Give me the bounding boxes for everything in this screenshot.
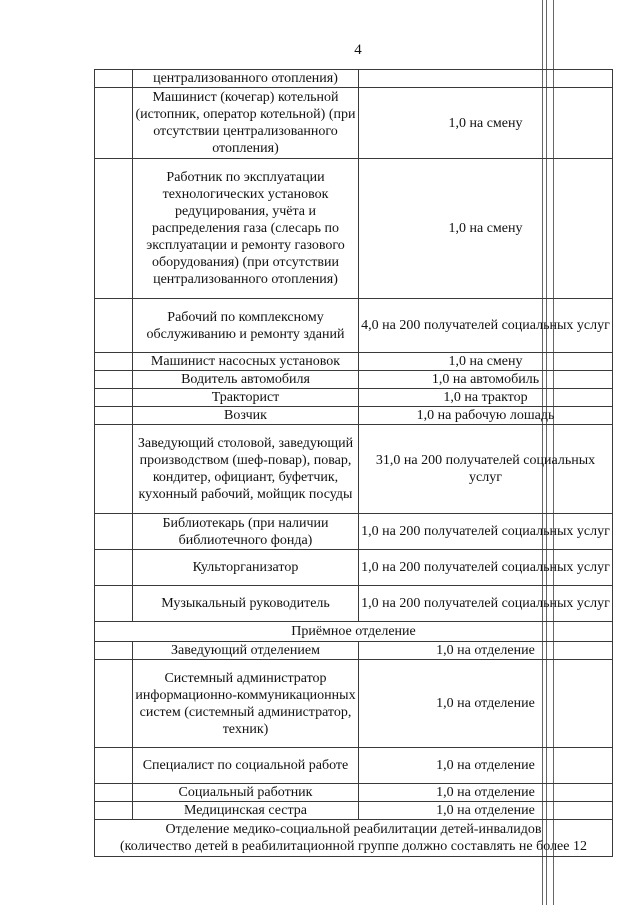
norm-cell: 1,0 на рабочую лошадь — [359, 407, 613, 425]
table-row — [95, 353, 613, 371]
section-header-row — [95, 622, 613, 642]
table-row — [95, 389, 613, 407]
row-number-cell — [95, 299, 133, 353]
table-row — [95, 586, 613, 622]
row-number-cell — [95, 642, 133, 660]
position-cell: Заведующий отделением — [133, 642, 359, 660]
row-number-cell — [95, 586, 133, 622]
position-cell: Библиотекарь (при наличии библиотечного фонда) — [133, 514, 359, 550]
row-number-cell — [95, 802, 133, 820]
norm-cell: 1,0 на отделение — [359, 660, 613, 748]
row-number-cell — [95, 70, 133, 88]
position-cell: Музыкальный руководитель — [133, 586, 359, 622]
position-cell: Водитель автомобиля — [133, 371, 359, 389]
position-cell: Возчик — [133, 407, 359, 425]
row-number-cell — [95, 88, 133, 159]
table-row — [95, 550, 613, 586]
table-row — [95, 514, 613, 550]
position-cell: Системный администратор информационно-коммуникационных систем (системный администратор, техник) — [133, 660, 359, 748]
norm-cell: 1,0 на 200 получателей социальных услуг — [359, 514, 613, 550]
position-cell: Культорганизатор — [133, 550, 359, 586]
section-subtitle-line: (количество детей в реабилитационной группе должно составлять не более 12 — [120, 839, 587, 854]
norm-cell: 1,0 на трактор — [359, 389, 613, 407]
page-number: 4 — [354, 42, 362, 58]
row-number-cell — [95, 748, 133, 784]
position-cell: Машинист (кочегар) котельной (истопник, оператор котельной) (при отсутствии централизованного отопления) — [133, 88, 359, 159]
position-cell: Работник по эксплуатации технологических установок редуцирования, учёта и распределения газа (слесарь по эксплуатации и ремонту газового оборудования) (при отсутствии централизованного отопления) — [133, 159, 359, 299]
norm-cell: 1,0 на отделение — [359, 784, 613, 802]
table-row — [95, 642, 613, 660]
norm-cell: 1,0 на 200 получателей социальных услуг — [359, 550, 613, 586]
norm-cell: 1,0 на 200 получателей социальных услуг — [359, 586, 613, 622]
table-row — [95, 299, 613, 353]
norm-cell: 31,0 на 200 получателей социальных услуг — [359, 425, 613, 514]
position-cell: Заведующий столовой, заведующий производством (шеф-повар), повар, кондитер, официант, буфетчик, кухонный рабочий, мойщик посуды — [133, 425, 359, 514]
row-number-cell — [95, 407, 133, 425]
row-number-cell — [95, 389, 133, 407]
position-cell: централизованного отопления) — [133, 70, 359, 88]
row-number-cell — [95, 660, 133, 748]
position-cell: Социальный работник — [133, 784, 359, 802]
section-title-rehabilitation — [95, 820, 613, 857]
table-row — [95, 371, 613, 389]
norm-cell: 1,0 на смену — [359, 353, 613, 371]
row-number-cell — [95, 159, 133, 299]
table-row — [95, 88, 613, 159]
row-number-cell — [95, 784, 133, 802]
table-row — [95, 407, 613, 425]
position-cell: Рабочий по комплексному обслуживанию и ремонту зданий — [133, 299, 359, 353]
table-row — [95, 802, 613, 820]
position-cell: Специалист по социальной работе — [133, 748, 359, 784]
staffing-table — [94, 69, 613, 857]
position-cell: Тракторист — [133, 389, 359, 407]
norm-cell: 4,0 на 200 получателей социальных услуг — [359, 299, 613, 353]
row-number-cell — [95, 514, 133, 550]
section-header-row — [95, 820, 613, 857]
norm-cell — [359, 70, 613, 88]
position-cell: Машинист насосных установок — [133, 353, 359, 371]
position-cell: Медицинская сестра — [133, 802, 359, 820]
table-row — [95, 159, 613, 299]
row-number-cell — [95, 353, 133, 371]
table-row — [95, 660, 613, 748]
table-row — [95, 784, 613, 802]
norm-cell: 1,0 на автомобиль — [359, 371, 613, 389]
norm-cell: 1,0 на отделение — [359, 748, 613, 784]
table-row — [95, 425, 613, 514]
row-number-cell — [95, 550, 133, 586]
norm-cell: 1,0 на отделение — [359, 642, 613, 660]
row-number-cell — [95, 425, 133, 514]
row-number-cell — [95, 371, 133, 389]
norm-cell: 1,0 на отделение — [359, 802, 613, 820]
norm-cell: 1,0 на смену — [359, 159, 613, 299]
table-row — [95, 748, 613, 784]
section-title-reception: Приёмное отделение — [95, 622, 613, 642]
table-row — [95, 70, 613, 88]
section-title-line: Отделение медико-социальной реабилитации детей-инвалидов — [165, 822, 542, 837]
norm-cell: 1,0 на смену — [359, 88, 613, 159]
